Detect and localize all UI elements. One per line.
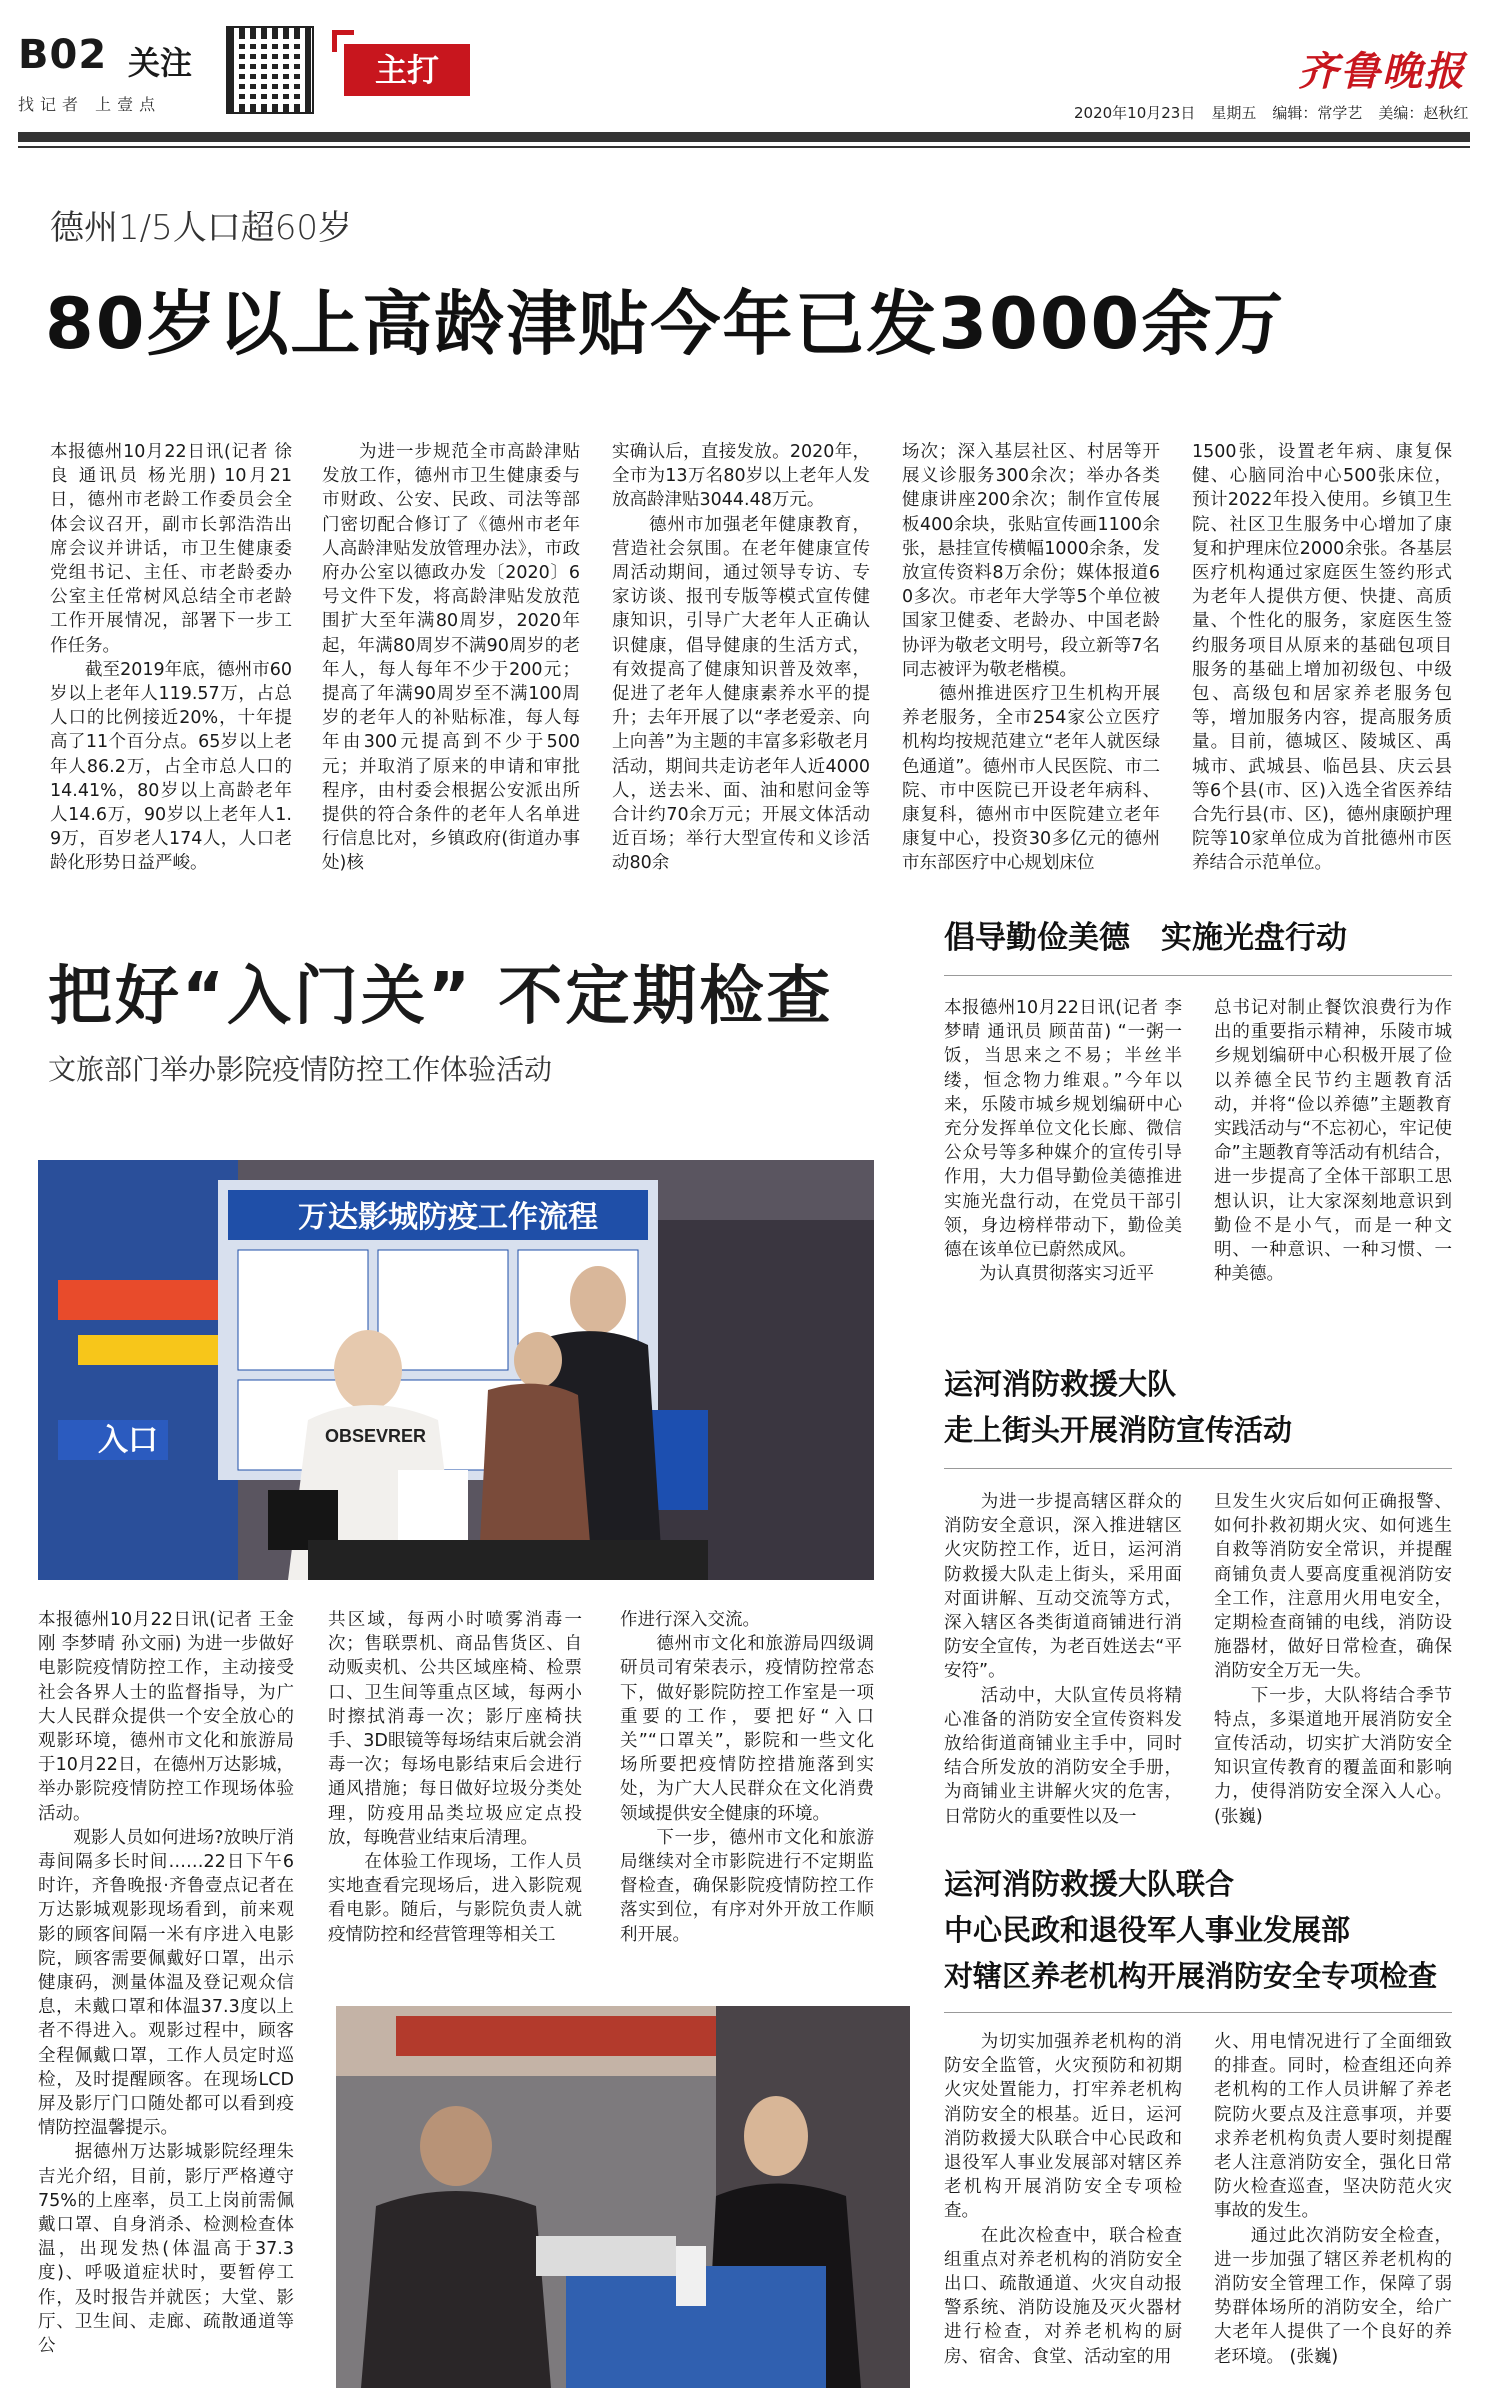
article1-column: 本报德州10月22日讯(记者 徐良 通讯员 杨光朋) 10月21日，德州市老龄工作委员会全体会议召开，副市长郭浩浩出席会议并讲话，市卫生健康委党组书记、主任、市老龄委办公室主任常树风总结全市老龄工作开展情况，部署下一步工作任务。 截至2019年底，德州市60岁以上老年人119.57万，占总人口的比例接近20%，十年提高了11个百分点。65岁以上老年人86.2万，占全市总人口的14.41%，80岁以上高龄老年人14.6万，90岁以上老年人1.9万，百岁老人174人，人口老龄化形势日益严峻。 [50, 442, 292, 874]
article5-headline-line3: 对辖区养老机构开展消防安全专项检查 [944, 1959, 1438, 1993]
photo-sign-text: 万达影城防疫工作流程 [298, 1201, 598, 1234]
editor-credit: 编辑：常学艺 [1272, 104, 1363, 122]
article1-column: 1500张，设置老年病、康复保健、心脑同治中心500张床位，预计2022年投入使用。乡镇卫生院、社区卫生服务中心增加了康复和护理床位2000余张。各基层医疗机构通过家庭医生签约形式为老年人提供方便、快捷、高质量、个性化的服务，家庭医生签约服务项目从原来的基础包项目服务的基础上增加初级包、中级包、高级包和居家养老服务包等，增加服务内容，提高服务质量。目前，德城区、陵城区、禹城市、武城县、临邑县、庆云县等6个县(市、区)入选全省医养结合先行县(市、区)，德州康颐护理院等10家单位成为首批德州市医养结合示范单位。 [1192, 442, 1452, 874]
article5-headline-line2: 中心民政和退役军人事业发展部 [944, 1913, 1351, 1947]
divider [944, 1468, 1452, 1469]
article3-headline: 倡导勤俭美德 实施光盘行动 [944, 920, 1347, 956]
divider [944, 975, 1452, 976]
article1-column: 场次；深入基层社区、村居等开展义诊服务300余次；举办各类健康讲座200余次；制作宣传展板400余块，张贴宣传画1100余张，悬挂宣传横幅1000余条，发放宣传资料8万余份；媒体报道60多次。市老年大学等5个单位被国家卫健委、老龄办、中国老龄协评为敬老文明号，段立新等7名同志被评为敬老楷模。 德州推进医疗卫生机构开展养老服务，全市254家公立医疗机构均按规范建立“老年人就医绿色通道”。德州市人民医院、市二院、市中医院已开设老年病科、康复科，德州市中医院建立老年康复中心，投资30多亿元的德州市东部医疗中心规划床位 [902, 442, 1160, 874]
cinema-photo-illustration [38, 1160, 874, 1580]
article2-kicker: 文旅部门举办影院疫情防控工作体验活动 [48, 1053, 553, 1086]
article4-column: 旦发生火灾后如何正确报警、如何扑救初期火灾、如何逃生自救等消防安全常识，并提醒商铺负责人要高度重视消防安全工作，注意用火用电安全，定期检查商铺的电线，消防设施器材，做好日常检查，确保消防安全万无一失。 下一步，大队将结合季节特点，多渠道地开展消防安全宣传活动，切实扩大消防安全知识宣传教育的覆盖面和影响力，使得消防安全深入人心。 (张巍) [1214, 1492, 1452, 1827]
issue-date: 2020年10月23日 [1074, 104, 1196, 122]
tag-box [332, 30, 480, 102]
inspection-photo-illustration [336, 2006, 910, 2388]
article5-column: 火、用电情况进行了全面细致的排查。同时，检查组还向养老机构的工作人员讲解了养老院防火要点及注意事项，并要求养老机构负责人要时刻提醒老人注意消防安全，强化日常防火检查巡查，坚决防范火灾事故的发生。 通过此次消防安全检查，进一步加强了辖区养老机构的消防安全管理工作，保障了弱势群体场所的消防安全，给广大老年人提供了一个良好的养老环境。 (张巍) [1214, 2032, 1452, 2367]
issue-weekday: 星期五 [1211, 104, 1257, 122]
designer-credit: 美编：赵秋红 [1378, 104, 1469, 122]
cinema-photo [38, 1160, 874, 1580]
masthead-info [1074, 102, 1484, 123]
article4-headline-line1: 运河消防救援大队 [944, 1367, 1177, 1401]
article3-column: 总书记对制止餐饮浪费行为作出的重要指示精神，乐陵市城乡规划编研中心积极开展了俭以养德全民节约主题教育活动，并将“俭以养德”主题教育实践活动与“不忘初心，牢记使命”主题教育等活动有机结合，进一步提高了全体干部职工思想认识，让大家深刻地意识到勤俭不是小气，而是一种文明、一种意识、一种习惯、一种美德。 [1214, 998, 1452, 1285]
article2-headline: 把好“入门关” 不定期检查 [48, 960, 834, 1034]
newspaper-logo: 齐鲁晚报 [1298, 48, 1466, 95]
article5-headline-line1: 运河消防救援大队联合 [944, 1867, 1235, 1901]
article3-column: 本报德州10月22日讯(记者 李梦晴 通讯员 顾苗苗) “一粥一饭，当思来之不易；半丝半缕，恒念物力维艰。”今年以来，乐陵市城乡规划编研中心充分发挥单位文化长廊、微信公众号等多种媒介的宣传引导作用，大力倡导勤俭美德推进实施光盘行动，在党员干部引领，身边榜样带动下，勤俭美德在该单位已蔚然成风。 为认真贯彻落实习近平 [944, 998, 1182, 1285]
photo-shirt-text: OBSEVRER [325, 1426, 427, 1446]
article1-kicker: 德州1/5人口超60岁 [50, 208, 352, 248]
article2-column: 作进行深入交流。 德州市文化和旅游局四级调研员司宥荣表示，疫情防控常态下，做好影院防控工作室是一项重要的工作，要把好“入口关”“口罩关”，影院和一些文化场所要把疫情防控措施落到实处，为广大人民群众在文化消费领域提供安全健康的环境。 下一步，德州市文化和旅游局继续对全市影院进行不定期监督检查，确保影院疫情防控工作落实到位，有序对外开放工作顺利开展。 [620, 1610, 874, 1945]
article4-column: 为进一步提高辖区群众的消防安全意识，深入推进辖区火灾防控工作，近日，运河消防救援大队走上街头，采用面对面讲解、互动交流等方式，深入辖区各类街道商铺进行消防安全宣传，为老百姓送去“平安符”。 活动中，大队宣传员将精心准备的消防安全宣传资料发放给街道商铺业主手中，同时结合所发放的消防安全手册，为商铺业主讲解火灾的危害，日常防火的重要性以及一 [944, 1492, 1182, 1827]
article5-column: 为切实加强养老机构的消防安全监管，火灾预防和初期火灾处置能力，打牢养老机构消防安全的根基。近日，运河消防救援大队联合中心民政和退役军人事业发展部对辖区养老机构开展消防安全专项检查。 在此次检查中，联合检查组重点对养老机构的消防安全出口、疏散通道、火灾自动报警系统、消防设施及灭火器材进行检查，对养老机构的厨房、宿舍、食堂、活动室的用 [944, 2032, 1182, 2367]
photo-entrance-text: 入口 [98, 1424, 158, 1457]
tag-label: 主打 [344, 44, 470, 96]
section-code: B02 [18, 32, 108, 78]
article2-column: 本报德州10月22日讯(记者 王金刚 李梦晴 孙文丽) 为进一步做好电影院疫情防控工作，主动接受社会各界人士的监督指导，为广大人民群众提供一个安全放心的观影环境，德州市文化和旅游局于10月22日，在德州万达影城，举办影院疫情防控工作现场体验活动。 观影人员如何进场?放映厅消毒间隔多长时间……22日下午6时许，齐鲁晚报·齐鲁壹点记者在万达影城观影现场看到，前来观影的顾客间隔一米有序进入电影院，顾客需要佩戴好口罩，出示健康码，测量体温及登记观众信息，未戴口罩和体温37.3度以上者不得进入。观影过程中，顾客全程佩戴口罩，工作人员定时巡检，及时提醒顾客。在现场LCD屏及影厅门口随处都可以看到疫情防控温馨提示。 据德州万达影城影院经理朱吉光介绍，目前，影厅严格遵守75%的上座率，员工上岗前需佩戴口罩、自身消杀、检测检查体温，出现发热(体温高于37.3度)、呼吸道症状时，要暂停工作，及时报告并就医；大堂、影厅、卫生间、走廊、疏散通道等公 [38, 1610, 294, 2357]
masthead-rule-thin [18, 146, 1470, 148]
article1-headline: 80岁以上高龄津贴今年已发3000余万 [45, 283, 1286, 365]
inspection-photo [336, 2006, 910, 2388]
qr-code-icon [226, 26, 314, 114]
article1-column: 为进一步规范全市高龄津贴发放工作，德州市卫生健康委与市财政、公安、民政、司法等部门密切配合修订了《德州市老年人高龄津贴发放管理办法》，市政府办公室以德政办发〔2020〕6号文件下发，将高龄津贴发放范围扩大至年满80周岁，2020年起，年满80周岁不满90周岁的老年人，每人每年不少于200元；提高了年满90周岁至不满100周岁的老年人的补贴标准，每人每年由300元提高到不少于500元；并取消了原来的申请和审批程序，由村委会根据公安派出所提供的符合条件的老年人名单进行信息比对，乡镇政府(街道办事处)核 [322, 442, 580, 874]
section-subtitle: 找记者 上壹点 [18, 95, 162, 114]
section-name: 关注 [128, 44, 193, 82]
article1-column: 实确认后，直接发放。2020年，全市为13万名80岁以上老年人发放高龄津贴3044.48万元。 德州市加强老年健康教育，营造社会氛围。在老年健康宣传周活动期间，通过领导专访、专家访谈、报刊专版等模式宣传健康知识，引导广大老年人正确认识健康，倡导健康的生活方式，有效提高了健康知识普及效率，促进了老年人健康素养水平的提升；去年开展了以“孝老爱亲、向上向善”为主题的丰富多彩敬老月活动，期间共走访老年人近4000人，送去米、面、油和慰问金等合计约70余万元；开展文体活动近百场；举行大型宣传和义诊活动80余 [612, 442, 870, 874]
article4-headline-line2: 走上街头开展消防宣传活动 [944, 1413, 1293, 1447]
article2-column: 共区域，每两小时喷雾消毒一次；售联票机、商品售货区、自动贩卖机、公共区域座椅、检票口、卫生间等重点区域，每两小时擦拭消毒一次；影厅座椅扶手、3D眼镜等每场结束后就会消毒一次；每场电影结束后会进行通风措施；每日做好垃圾分类处理，防疫用品类垃圾应定点投放，每晚营业结束后清理。 在体验工作现场，工作人员实地查看完现场后，进入影院观看电影。随后，与影院负责人就疫情防控和经营管理等相关工 [328, 1610, 582, 1945]
masthead-rule [18, 132, 1470, 142]
divider [944, 2012, 1452, 2013]
